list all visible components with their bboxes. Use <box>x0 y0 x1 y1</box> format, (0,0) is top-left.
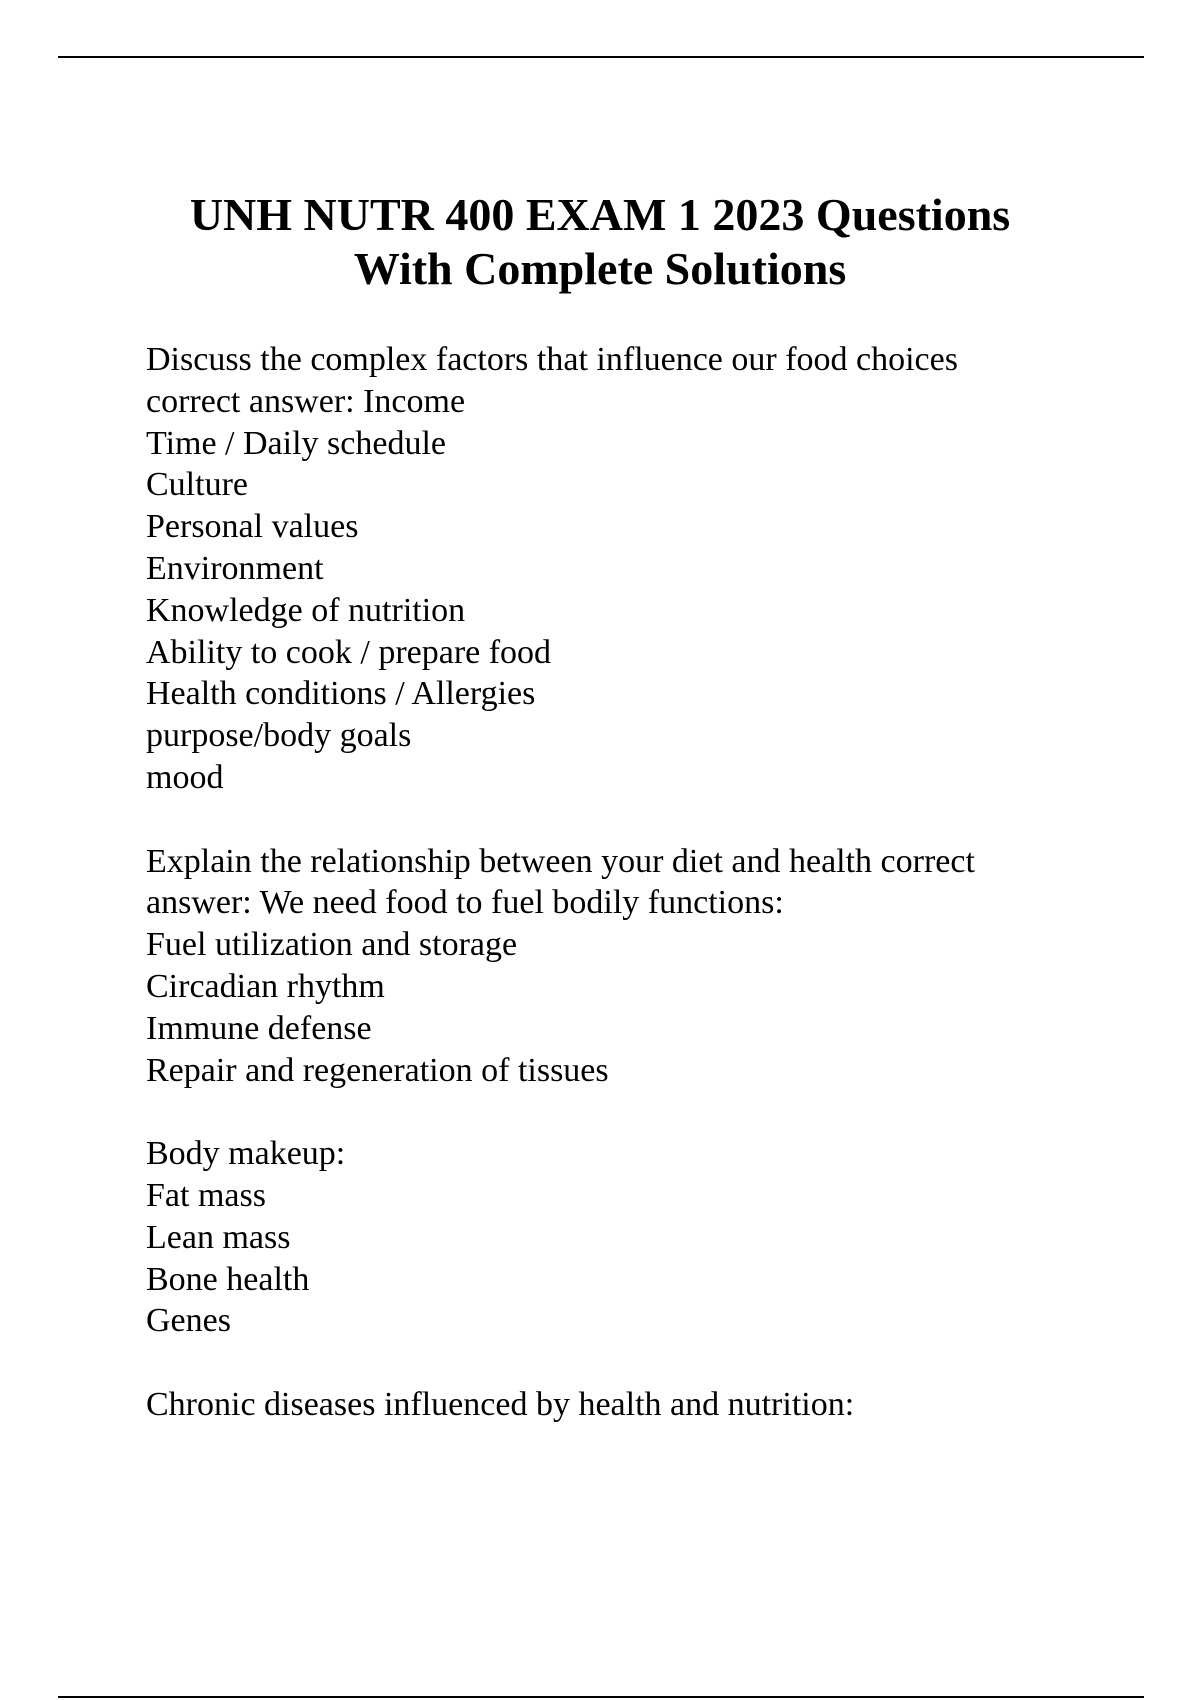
answer-item: Culture <box>146 466 248 504</box>
answer-item: Circadian rhythm <box>146 967 385 1005</box>
answer-item: Immune defense <box>146 1009 372 1047</box>
paragraph-gap <box>146 1342 1066 1384</box>
answer-text: correct answer: Income <box>146 382 466 420</box>
answer-item: Time / Daily schedule <box>146 424 446 462</box>
answer-item: Repair and regeneration of tissues <box>146 1051 609 1089</box>
answer-item: Fat mass <box>146 1176 266 1214</box>
answer-item: Personal values <box>146 508 359 546</box>
answer-item: Fuel utilization and storage <box>146 926 518 964</box>
answer-item: Genes <box>146 1302 231 1340</box>
title-line-1: UNH NUTR 400 EXAM 1 2023 Questions <box>189 189 1011 240</box>
question-text: Explain the relationship between your diet and health correct <box>146 842 975 880</box>
section-heading: Body makeup: <box>146 1135 346 1173</box>
answer-item: mood <box>146 758 224 796</box>
answer-item: Knowledge of nutrition <box>146 591 466 629</box>
title-line-2: With Complete Solutions <box>353 243 847 294</box>
paragraph-gap <box>146 1091 1066 1133</box>
answer-item: Bone health <box>146 1260 310 1298</box>
question-block-1 <box>146 339 1066 799</box>
question-block-2 <box>146 841 1066 1426</box>
answer-item: Lean mass <box>146 1218 291 1256</box>
paragraph-gap <box>146 799 1066 841</box>
answer-item: Health conditions / Allergies <box>146 675 536 713</box>
answer-item: Ability to cook / prepare food <box>146 633 552 671</box>
question-text: Discuss the complex factors that influence our food choices <box>146 341 958 378</box>
bottom-divider <box>58 1696 1144 1698</box>
answer-item: purpose/body goals <box>146 717 412 755</box>
section-heading: Chronic diseases influenced by health and nutrition: <box>146 1385 855 1423</box>
document-body <box>146 339 1066 1426</box>
answer-text: answer: We need food to fuel bodily functions: <box>146 884 784 922</box>
top-divider <box>58 56 1144 58</box>
document-title <box>100 188 1100 296</box>
answer-item: Environment <box>146 549 324 587</box>
